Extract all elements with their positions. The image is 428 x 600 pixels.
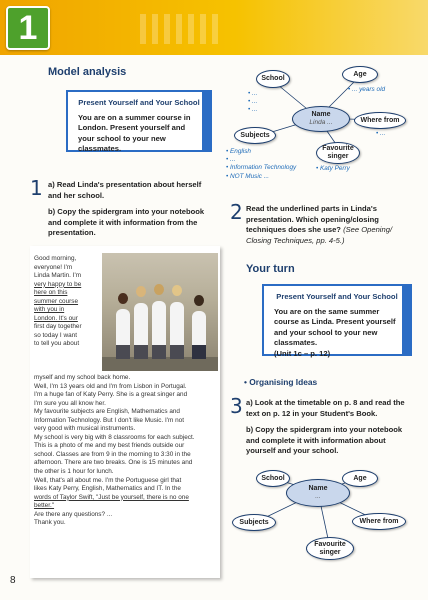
letter-line: first day together xyxy=(34,323,82,331)
letter-line: Are there any questions? ... xyxy=(34,510,113,518)
spidergram-2-favourite-singer-node: Favourite singer xyxy=(306,537,354,560)
letter-line: I'm a huge fan of Katy Perry. She is a great singer and xyxy=(34,391,188,399)
letter-line: I'm sure you all know her. xyxy=(34,399,106,407)
letter-line: to tell you about xyxy=(34,340,80,348)
letter-line-underlined: very happy to be xyxy=(34,280,82,288)
letter-line: very good with musical instruments. xyxy=(34,425,136,433)
letter-line: Information Technology. But I don't like Music. I'm not xyxy=(34,416,184,424)
task-box-title: Present Yourself and Your School xyxy=(276,292,398,301)
letter-line: school. Classes are from 9 in the morning to 3:30 in the xyxy=(34,450,191,458)
spidergram-1-school-node: School xyxy=(256,70,290,88)
spidergram-2-school-node: School xyxy=(256,470,290,487)
spidergram-1-subjects-list: • English • ... • Information Technology • NOT Music ... xyxy=(226,148,297,180)
letter-line: My school is very big with 8 classrooms for each subject. xyxy=(34,433,195,441)
letter-line-underlined: here on this xyxy=(34,289,68,297)
exercise-1b: b) Copy the spidergram into your notebook and complete it with information from the presentation. xyxy=(48,207,205,237)
spidergram-1-school-bullets: • ... • ... • ... xyxy=(248,90,258,114)
letter-line-underlined: summer course xyxy=(34,297,79,305)
spidergram-1-where-bullets: • ... xyxy=(376,130,386,137)
spidergram-1-name-node: Name Linda ... xyxy=(292,106,350,132)
exercise-1a: a) Read Linda's presentation about herself and her school. xyxy=(48,180,202,200)
exercise-3-instructions xyxy=(246,398,416,463)
letter-line: Linda Martin. I'm xyxy=(34,272,82,280)
spidergram-1-subjects-node: Subjects xyxy=(234,127,276,144)
letter-line: My favourite subjects are English, Mathematics and xyxy=(34,408,180,416)
spidergram-1-favourite-singer-node: Favourite singer xyxy=(316,142,360,164)
model-analysis-title: Model analysis xyxy=(48,66,127,78)
letter-line-underlined: words of Taylor Swift, "Just be yourself, there is no one xyxy=(34,493,189,501)
spidergram-2-name-node: Name ... xyxy=(286,479,350,507)
spidergram-1-singer-note: • Katy Perry xyxy=(316,165,350,172)
exercise-3-number: 3 xyxy=(230,394,243,418)
exercise-1-number: 1 xyxy=(30,176,43,200)
task-box-ref: (Unit 1c – p. 12) xyxy=(274,348,331,358)
letter-line-underlined: with you in xyxy=(34,306,65,314)
letter-line: afternoon. There are two breaks. One is 15 minutes and xyxy=(34,459,193,467)
letter-line: Good morning, xyxy=(34,255,77,262)
exercise-3a: a) Look at the timetable on p. 8 and read the text on p. 12 in your Student's Book. xyxy=(246,398,405,418)
task-box-text: You are on a summer course in London. Present yourself and your school to your new classmates. xyxy=(78,112,191,153)
letter-line: the other is 1 hour for lunch. xyxy=(34,468,114,476)
letter-line: Thank you. xyxy=(34,519,66,527)
letter-line: so today I want xyxy=(34,331,77,339)
spidergram-2-age-node: Age xyxy=(342,470,378,487)
your-turn-task-box xyxy=(262,284,412,356)
letter-line: everyone! I'm xyxy=(34,263,73,271)
task-box-title: Present Yourself and Your School xyxy=(78,98,200,107)
unit-number-badge: 1 xyxy=(6,6,50,50)
spidergram-2-subjects-node: Subjects xyxy=(232,514,276,531)
letter-line-underlined: better." xyxy=(34,502,55,510)
task-box-text: You are on the same summer course as Linda. Present yourself and your school to your new classmates. xyxy=(274,306,396,347)
exercise-3b: b) Copy the spidergram into your notebook and complete it with information about yourself and your school. xyxy=(246,425,403,455)
your-turn-title: Your turn xyxy=(246,263,295,275)
letter-line: Well, that's all about me. I'm the Portuguese girl that xyxy=(34,476,182,484)
organising-ideas-heading: • Organising Ideas xyxy=(244,377,318,387)
exercise-2-number: 2 xyxy=(230,200,243,224)
exercise-2-instructions: Read the underlined parts in Linda's presentation. Which opening/closing techniques does she use? (See Opening/ Closing Techniques, pp. 4-5.) xyxy=(246,204,393,245)
spidergram-2-where-from-node: Where from xyxy=(352,513,406,530)
spidergram-1-where-from-node: Where from xyxy=(354,112,406,129)
letter-line: Well, I'm 13 years old and I'm from Lisbon in Portugal. xyxy=(34,382,187,390)
page-number: 8 xyxy=(10,575,16,586)
spidergram-1-age-note: • ... years old xyxy=(348,86,386,93)
letter-line-underlined: London. It's our xyxy=(34,314,78,322)
letter-line: This is a photo of me and my best friends outside our xyxy=(34,442,185,450)
spidergram-1-age-node: Age xyxy=(342,66,378,83)
letter-line: myself and my school back home. xyxy=(34,374,131,381)
letter-line: likes Katy Perry, English, Mathematics and IT. In the xyxy=(34,485,181,493)
